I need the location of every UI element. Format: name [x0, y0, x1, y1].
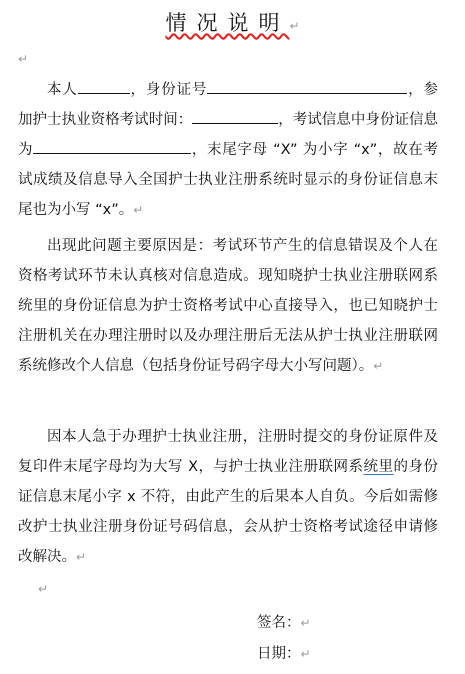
paragraph-commitment [18, 422, 438, 572]
statement-text-5: ，末尾字母 “X” 为小字 “x”，故在考试成绩及信息导入全国护士执业注册系统时显示的身份证信息末尾也为小写 “x”。 [18, 142, 438, 218]
paragraph-statement [18, 75, 438, 225]
name-blank[interactable] [78, 78, 130, 94]
paragraph-mark-icon: ↵ [18, 52, 29, 66]
title-text: 情况说明 [165, 11, 290, 35]
exam-time-blank[interactable] [192, 108, 278, 124]
commitment-text-2: 的身份证信息末尾小字 x 不符，由此产生的后果本人自负。今后如需修改护士执业注册身份证号码信息，会从护士资格考试途径申请修改解决。 [18, 459, 439, 565]
paragraph-mark-icon: ↵ [373, 359, 384, 373]
statement-text-2: ，身份证号 [129, 82, 208, 98]
date-label: 日期： [257, 646, 301, 662]
statement-text-1: 本人 [47, 82, 78, 98]
statement-text-4: ，考试信息中身份证信息为 [18, 112, 439, 158]
id-number-blank[interactable] [207, 78, 407, 94]
id-info-blank[interactable] [33, 138, 191, 154]
paragraph-mark-icon: ↵ [300, 647, 311, 661]
document-title [0, 7, 465, 37]
paragraph-mark-icon: ↵ [300, 616, 311, 630]
signature-line [257, 611, 311, 632]
signature-label: 签名： [257, 615, 301, 631]
paragraph-cause [18, 231, 438, 381]
paragraph-mark-icon: ↵ [133, 203, 144, 217]
paragraph-mark-icon: ↵ [76, 550, 87, 564]
paragraph-mark-icon: ↵ [289, 19, 300, 33]
date-line [257, 642, 311, 663]
commitment-text-underlined: 统里 [363, 459, 394, 475]
cause-text: 出现此问题主要原因是：考试环节产生的信息错误及个人在资格考试环节未认真核对信息造成。现知晓护士执业注册联网系统里的身份证信息为护士资格考试中心直接导入，也已知晓护士注册机关在办理注册时以及办理注册后无法从护士执业注册联网系统修改个人信息（包括身份证号码字母大小写问题）。 [18, 238, 438, 374]
paragraph-mark-icon: ↵ [38, 582, 49, 596]
commitment-text-1: 因本人急于办理护士执业注册，注册时提交的身份证原件及复印件末尾字母均为大写 X，与护士执业注册联网系 [18, 429, 438, 475]
statement-text-3: ，参加护士执业资格考试时间： [18, 82, 439, 128]
